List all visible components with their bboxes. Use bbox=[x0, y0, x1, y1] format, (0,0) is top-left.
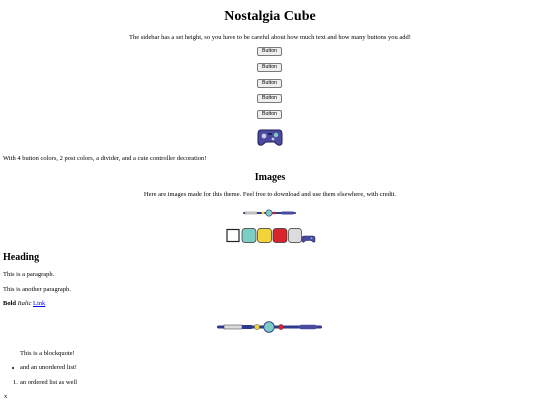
paragraph-1: This is a paragraph. bbox=[3, 271, 55, 278]
button-5[interactable]: Button bbox=[257, 110, 282, 119]
swatch-red bbox=[273, 229, 287, 243]
color-swatches bbox=[226, 228, 316, 244]
theme-description: With 4 button colors, 2 post colors, a divider, and a cute controller decoration! bbox=[3, 155, 207, 162]
button-3[interactable]: Button bbox=[257, 79, 282, 88]
images-text: Here are images made for this theme. Feel free to download and use them elsewhere, with credit. bbox=[143, 191, 397, 198]
bold-text: Bold bbox=[3, 300, 17, 307]
button-4[interactable]: Button bbox=[257, 94, 282, 103]
trailing-text: x bbox=[4, 393, 8, 400]
large-divider-image bbox=[217, 321, 323, 333]
paragraph-2: This is another paragraph. bbox=[3, 286, 71, 293]
formatting-line bbox=[3, 300, 45, 307]
swatch-white bbox=[227, 230, 239, 242]
page-title: Nostalgia Cube bbox=[224, 9, 316, 24]
example-link[interactable]: Link bbox=[32, 300, 46, 307]
swatch-yellow bbox=[258, 229, 272, 243]
ordered-list-item: an ordered list as well bbox=[20, 379, 78, 386]
page-subtitle: The sidebar has a set height, so you have to be careful about how much text and how many buttons you add! bbox=[129, 34, 411, 41]
small-divider-image bbox=[243, 209, 297, 217]
images-heading: Images bbox=[254, 172, 286, 183]
bullet-icon bbox=[12, 367, 14, 369]
button-2[interactable]: Button bbox=[257, 63, 282, 72]
mini-controller-icon bbox=[302, 236, 315, 242]
content-heading: Heading bbox=[3, 252, 40, 263]
blockquote: This is a blockquote! bbox=[20, 350, 75, 357]
ordered-list-number: 1. bbox=[13, 379, 18, 386]
italic-text: Italic bbox=[17, 300, 32, 307]
unordered-list-item: and an unordered list! bbox=[20, 364, 77, 371]
swatch-grey bbox=[289, 229, 302, 243]
controller-icon bbox=[257, 127, 283, 147]
swatch-teal bbox=[242, 229, 256, 243]
button-1[interactable]: Button bbox=[257, 47, 282, 56]
